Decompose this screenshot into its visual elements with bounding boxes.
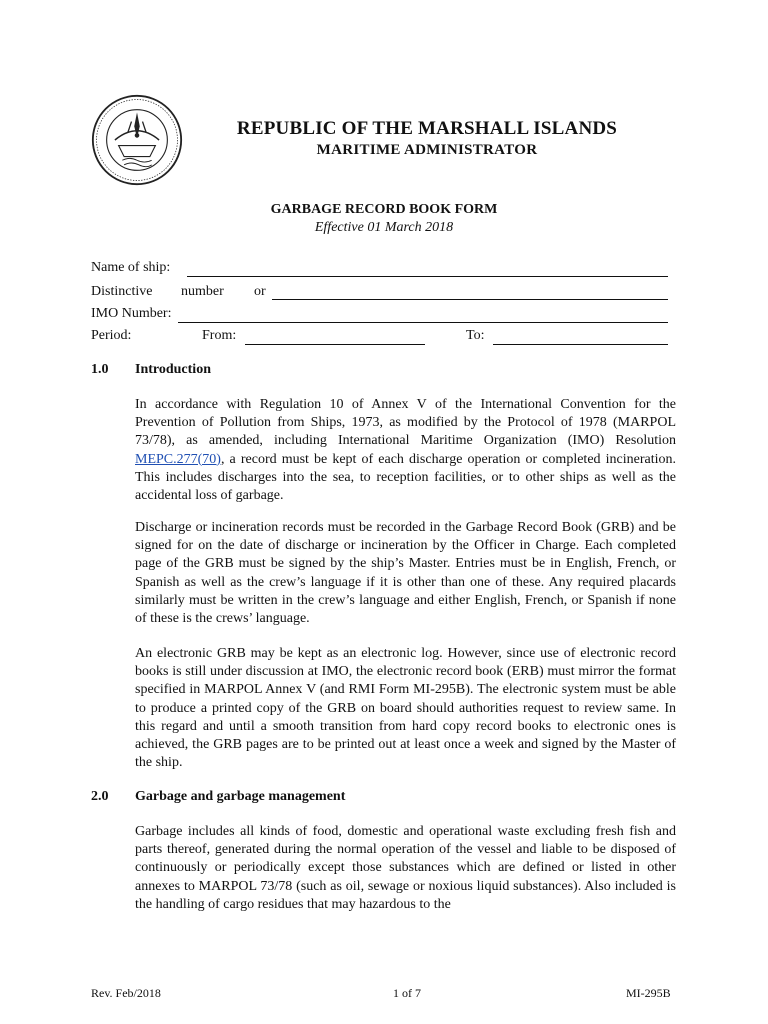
to-line[interactable] <box>493 344 668 345</box>
intro-paragraph-2: Discharge or incineration records must be recorded in the Garbage Record Book (GRB) and be signed for on the date of discharge or incineration by the Officer in Charge. Each completed page of the GRB must be signed by the ship’s Master. Entries must be in English, French, or Spanish as well as the crew’s language if it is other than one of these. Any required placards similarly must be written in the crew’s language and either English, French, or Spanish if none of these is the crews’ language. <box>135 520 676 627</box>
imo-number-line[interactable] <box>178 322 668 323</box>
intro-p1-text-a: In accordance with Regulation 10 of Annex V of the International Convention for the Prevention of Pollution from Ships, 1973, as modified by the Protocol of 1978 (MARPOL 73/78), as amended, including International Maritime Organization (IMO) Resolution <box>135 397 676 449</box>
section-2-title: Garbage and garbage management <box>135 789 346 804</box>
to-label: To: <box>466 328 485 343</box>
intro-p1-text-b: , a record must be kept of each discharge operation or completed incineration. This includes discharges into the sea, to reception facilities, or to other ships as well as the accidental loss of garbage. <box>135 451 676 504</box>
footer-page-number: 1 of 7 <box>393 986 421 1000</box>
footer-revision: Rev. Feb/2018 <box>91 986 161 1000</box>
intro-paragraph-1 <box>135 396 676 505</box>
section-2-number: 2.0 <box>91 789 109 804</box>
distinctive-label: Distinctive <box>91 284 153 299</box>
section-1-title: Introduction <box>135 362 211 377</box>
imo-number-label: IMO Number: <box>91 306 172 321</box>
section-1-number: 1.0 <box>91 362 109 377</box>
from-line[interactable] <box>245 344 425 345</box>
garbage-paragraph-1: Garbage includes all kinds of food, domestic and operational waste excluding fresh fish and parts thereof, generated during the normal operation of the vessel and liable to be disposed of continuously or periodically except those substances which are defined or listed in other annexes to MARPOL 73/78 (such as oil, sewage or noxious liquid substances). Also included is the handling of cargo residues that may hazardous to the <box>135 824 676 912</box>
distinctive-number-line[interactable] <box>272 299 668 300</box>
administrator-heading: MARITIME ADMINISTRATOR <box>316 142 538 158</box>
distinctive-or-label: or <box>254 284 266 299</box>
form-effective-date: Effective 01 March 2018 <box>314 220 454 235</box>
distinctive-number-label: number <box>181 284 224 299</box>
intro-paragraph-3: An electronic GRB may be kept as an electronic log. However, since use of electronic record books is still under discussion at IMO, the electronic record book (ERB) must mirror the format specified in MARPOL Annex V (and RMI Form MI-295B). The electronic system must be able to produce a printed copy of the GRB on board should authorities request to review same. In this regard and until a smooth transition from hard copy record books to electronic ones is achieved, the GRB pages are to be printed out at least once a week and signed by the Master of the ship. <box>135 646 676 771</box>
period-label: Period: <box>91 328 132 343</box>
country-heading: REPUBLIC OF THE MARSHALL ISLANDS <box>236 118 618 139</box>
mepc-resolution-link[interactable]: MEPC.277(70) <box>135 451 221 467</box>
marshall-islands-seal-icon <box>91 94 183 186</box>
name-of-ship-line[interactable] <box>187 276 668 277</box>
footer-form-number: MI-295B <box>626 986 671 1000</box>
form-title: GARBAGE RECORD BOOK FORM <box>270 202 498 217</box>
from-label: From: <box>202 328 237 343</box>
name-of-ship-label: Name of ship: <box>91 260 171 275</box>
